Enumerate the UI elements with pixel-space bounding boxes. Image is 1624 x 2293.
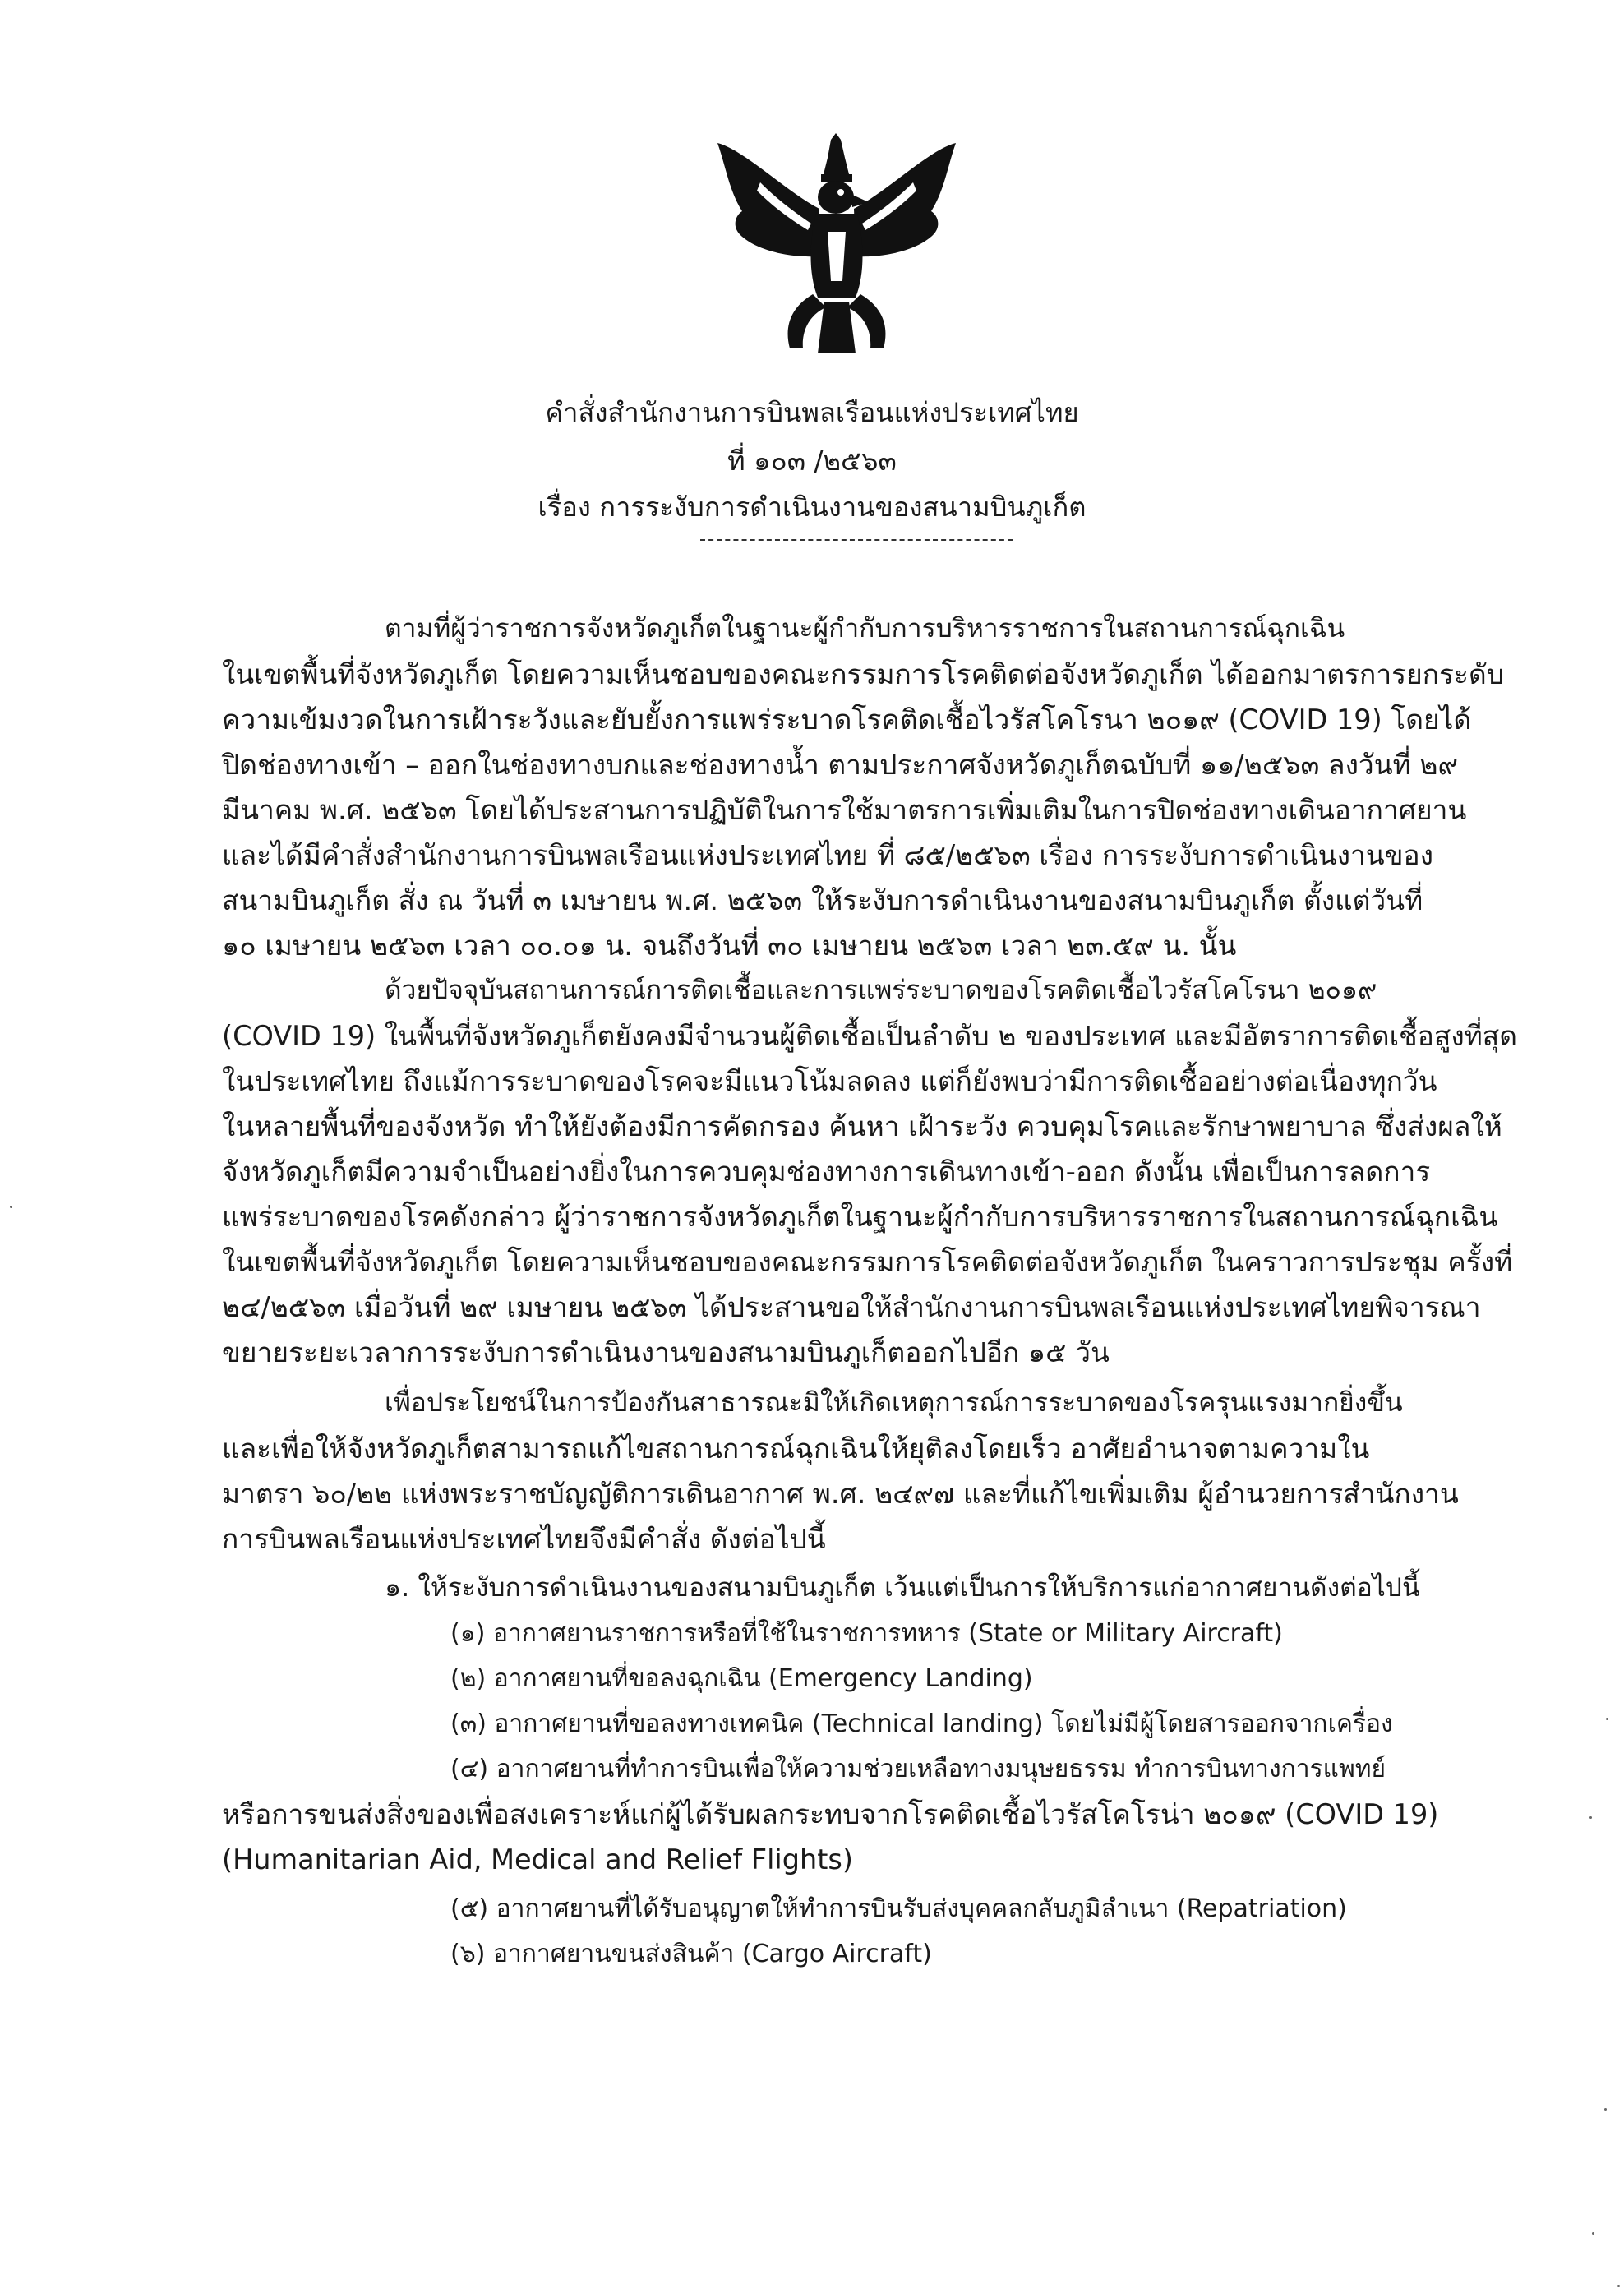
scan-speck [1606, 1718, 1608, 1720]
body-line: ความเข้มงวดในการเฝ้าระวังและยับยั้งการแพร่ระบาดโรคติดเชื้อไวรัสโคโรนา ๒๐๑๙ (COVID 19) โดยได้ [222, 704, 1472, 736]
body-line: ขยายระยะเวลาการระงับการดำเนินงานของสนามบินภูเก็ตออกไปอีก ๑๕ วัน [222, 1336, 1110, 1368]
scan-speck [1589, 1816, 1592, 1819]
body-line: ในเขตพื้นที่จังหวัดภูเก็ต โดยความเห็นชอบของคณะกรรมการโรคติดต่อจังหวัดภูเก็ต ได้ออกมาตรการยกระดับ [222, 658, 1505, 690]
body-line: จังหวัดภูเก็ตมีความจำเป็นอย่างยิ่งในการควบคุมช่องทางการเดินทางเข้า-ออก ดังนั้น เพื่อเป็นการลดการ [222, 1156, 1431, 1188]
list-item: (๔) อากาศยานที่ทำการบินเพื่อให้ความช่วยเหลือทางมนุษยธรรม ทำการบินทางการแพทย์ [450, 1755, 1386, 1783]
body-line: มาตรา ๖๐/๒๒ แห่งพระราชบัญญัติการเดินอากาศ พ.ศ. ๒๔๙๗ และที่แก้ไขเพิ่มเติม ผู้อำนวยการสำนักงาน [222, 1478, 1459, 1510]
list-item: (๑) อากาศยานราชการหรือที่ใช้ในราชการทหาร (State or Military Aircraft) [450, 1619, 1283, 1648]
list-item: (๖) อากาศยานขนส่งสินค้า (Cargo Aircraft) [450, 1940, 932, 1968]
body-line: แพร่ระบาดของโรคดังกล่าว ผู้ว่าราชการจังหวัดภูเก็ตในฐานะผู้กำกับการบริหารราชการในสถานการณ์ฉุกเฉิน [222, 1201, 1498, 1233]
body-line: มีนาคม พ.ศ. ๒๕๖๓ โดยได้ประสานการปฏิบัติในการใช้มาตรการเพิ่มเติมในการปิดช่องทางเดินอากาศยาน [222, 794, 1467, 826]
list-item: (๒) อากาศยานที่ขอลงฉุกเฉิน (Emergency Landing) [450, 1664, 1033, 1693]
scan-speck [1604, 2108, 1607, 2111]
body-line: ด้วยปัจจุบันสถานการณ์การติดเชื้อและการแพร่ระบาดของโรคติดเชื้อไวรัสโคโรนา ๒๐๑๙ [385, 976, 1377, 1005]
body-line: ในเขตพื้นที่จังหวัดภูเก็ต โดยความเห็นชอบของคณะกรรมการโรคติดต่อจังหวัดภูเก็ต ในคราวการประชุม ครั้งที่ [222, 1246, 1513, 1278]
list-item: ๑. ให้ระงับการดำเนินงานของสนามบินภูเก็ต เว้นแต่เป็นการให้บริการแก่อากาศยานดังต่อไปนี้ [385, 1573, 1420, 1603]
scan-speck [1592, 2232, 1594, 2235]
body-line: (COVID 19) ในพื้นที่จังหวัดภูเก็ตยังคงมีจำนวนผู้ติดเชื้อเป็นลำดับ ๒ ของประเทศ และมีอัตราการติดเชื้อสูงที่สุด [222, 1020, 1517, 1052]
order-title: คำสั่งสำนักงานการบินพลเรือนแห่งประเทศไทย [545, 397, 1079, 428]
body-line: การบินพลเรือนแห่งประเทศไทยจึงมีคำสั่ง ดังต่อไปนี้ [222, 1523, 826, 1555]
body-line: ปิดช่องทางเข้า – ออกในช่องทางบกและช่องทางน้ำ ตามประกาศจังหวัดภูเก็ตฉบับที่ ๑๑/๒๕๖๓ ลงวันที่ ๒๙ [222, 749, 1458, 781]
body-line: และเพื่อให้จังหวัดภูเก็ตสามารถแก้ไขสถานการณ์ฉุกเฉินให้ยุติลงโดยเร็ว อาศัยอำนาจตามความใน [222, 1433, 1370, 1465]
order-subject: เรื่อง การระงับการดำเนินงานของสนามบินภูเก็ต [537, 491, 1087, 523]
list-item: (Humanitarian Aid, Medical and Relief Flights) [222, 1843, 853, 1875]
body-line: สนามบินภูเก็ต สั่ง ณ วันที่ ๓ เมษายน พ.ศ. ๒๕๖๓ ให้ระงับการดำเนินงานของสนามบินภูเก็ต ตั้งแต่วันที่ [222, 884, 1423, 916]
body-line: และได้มีคำสั่งสำนักงานการบินพลเรือนแห่งประเทศไทย ที่ ๘๕/๒๕๖๓ เรื่อง การระงับการดำเนินงานของ [222, 839, 1434, 871]
order-number: ที่ ๑๐๓ /๒๕๖๓ [727, 445, 897, 477]
body-line: ในหลายพื้นที่ของจังหวัด ทำให้ยังต้องมีการคัดกรอง ค้นหา เฝ้าระวัง ควบคุมโรคและรักษาพยาบาล ซึ่งส่งผลให้ [222, 1110, 1502, 1142]
list-item: (๕) อากาศยานที่ได้รับอนุญาตให้ทำการบินรับส่งบุคคลกลับภูมิลำเนา (Repatriation) [450, 1894, 1347, 1923]
body-line: ๒๔/๒๕๖๓ เมื่อวันที่ ๒๙ เมษายน ๒๕๖๓ ได้ประสานขอให้สำนักงานการบินพลเรือนแห่งประเทศไทยพิจารณา [222, 1291, 1481, 1323]
body-line: เพื่อประโยชน์ในการป้องกันสาธารณะมิให้เกิดเหตุการณ์การระบาดของโรครุนแรงมากยิ่งขึ้น [385, 1388, 1403, 1418]
body-line: ตามที่ผู้ว่าราชการจังหวัดภูเก็ตในฐานะผู้กำกับการบริหารราชการในสถานการณ์ฉุกเฉิน [385, 614, 1345, 644]
list-item: หรือการขนส่งสิ่งของเพื่อสงเคราะห์แก่ผู้ได้รับผลกระทบจากโรคติดเชื้อไวรัสโคโรน่า ๒๐๑๙ (COVID 19) [222, 1798, 1439, 1830]
scan-speck [10, 1206, 12, 1208]
scan-speck [1617, 2285, 1620, 2287]
body-line: ในประเทศไทย ถึงแม้การระบาดของโรคจะมีแนวโน้มลดลง แต่ก็ยังพบว่ามีการติดเชื้ออย่างต่อเนื่องทุกวัน [222, 1065, 1437, 1097]
header-divider [700, 539, 1013, 541]
body-line: ๑๐ เมษายน ๒๕๖๓ เวลา ๐๐.๐๑ น. จนถึงวันที่ ๓๐ เมษายน ๒๕๖๓ เวลา ๒๓.๕๙ น. นั้น [222, 930, 1237, 962]
garuda-emblem-icon [711, 133, 962, 355]
list-item: (๓) อากาศยานที่ขอลงทางเทคนิค (Technical landing) โดยไม่มีผู้โดยสารออกจากเครื่อง [450, 1709, 1393, 1738]
